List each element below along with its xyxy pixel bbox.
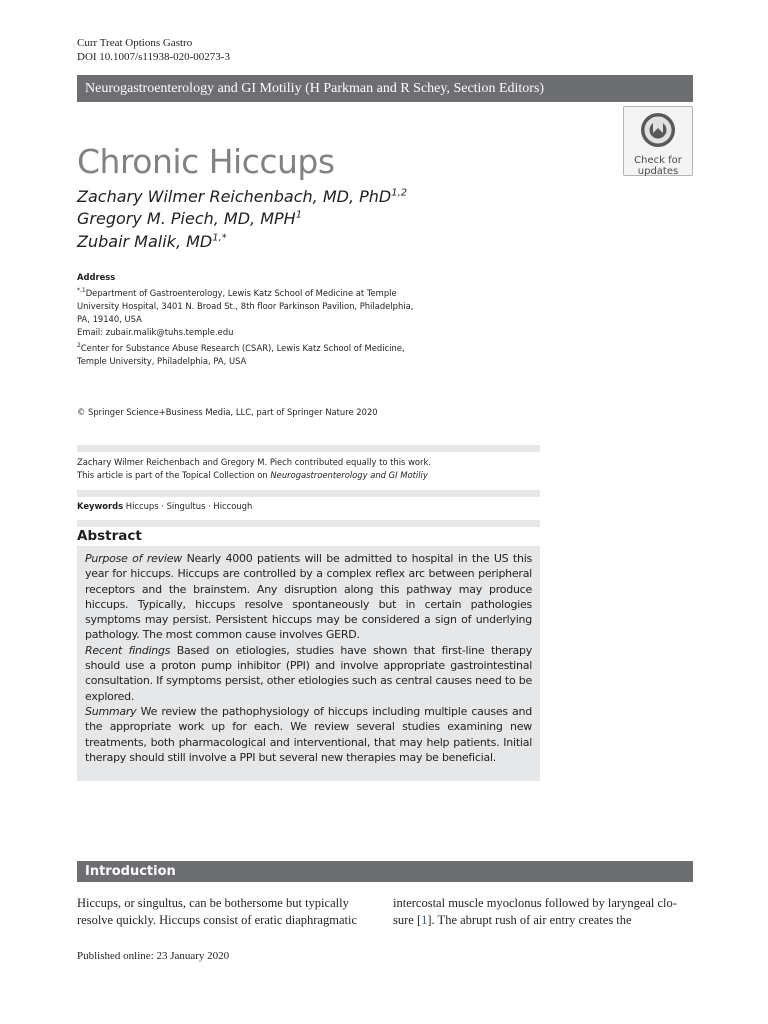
divider-bar: [77, 490, 540, 497]
abstract-findings: Recent findings Based on etiologies, studies have shown that first-line therapy should use a proton pump inhibitor (PPI) and involve appropriate gastrointestinal consultation. If symptoms persist, other etiologies such as central causes need to be explored.: [85, 643, 533, 703]
contribution-note: Zachary Wilmer Reichenbach and Gregory M. Piech contributed equally to this work.: [77, 457, 432, 467]
introduction-heading: Introduction: [77, 861, 693, 882]
divider-bar: [77, 445, 540, 452]
abstract-purpose: Purpose of review Nearly 4000 patients will be admitted to hospital in the US this year for hiccups. Hiccups are controlled by a complex reflex arc between peripheral receptors and the brainstem. Any disruption along this pathway may produce hiccups. Typically, hiccups resolve spontaneously but in certain pathologies symptoms may persist. Persistent hiccups may be considered a sign of underlying pathology. The most common cause involves GERD.: [85, 552, 533, 642]
divider-bar: [77, 520, 540, 527]
abstract-box: [77, 546, 540, 781]
email[interactable]: Email: zubair.malik@tuhs.temple.edu: [77, 326, 234, 337]
abstract-summary: Summary We review the pathophysiology of hiccups including multiple causes and the appropriate work up for each. We review several studies examining new treatments, both pharmacological and interventional, that may help patients. Initial therapy should still involve a PPI but several new therapies may be beneficial.: [85, 704, 532, 764]
copyright: © Springer Science+Business Media, LLC, part of Springer Nature 2020: [77, 407, 378, 417]
intro-column-1: Hiccups, or singultus, can be bothersome but typically resolve quickly. Hiccups consist of eratic diaphragmatic: [77, 896, 357, 927]
check-for-updates-badge[interactable]: [623, 106, 693, 176]
author-3: Zubair Malik, $MD^{1,*}$: [77, 232, 227, 251]
author-1: Zachary Wilmer Reichenbach, MD, PhD$^{1,2}$: [77, 187, 408, 206]
journal-name: Curr Treat Options Gastro: [77, 37, 193, 49]
author-2: Gregory M. Piech, MD, MPH$^1$: [77, 209, 303, 228]
published-date: Published online: 23 January 2020: [77, 950, 230, 962]
keywords-label: Keywords: [77, 501, 124, 511]
collection-note: This article is part of the Topical Collection on Neurogastroenterology and GI Motiliy: [77, 470, 428, 480]
abstract-heading: Abstract: [77, 528, 142, 544]
keywords: [77, 500, 252, 513]
address-heading: Address: [77, 272, 116, 282]
doi: DOI 10.1007/s11938-020-00273-3: [77, 51, 230, 63]
notes: [77, 456, 431, 482]
check-for-updates-label: Check for updates: [634, 155, 682, 177]
citation-link[interactable]: 1: [421, 912, 428, 927]
crossmark-icon: [639, 111, 677, 149]
keywords-text: Hiccups · Singultus · Hiccough: [125, 501, 253, 511]
address-block: Address $^{*,1}$Department of Gastroenterology, Lewis Katz School of Medicine at Temple University Hospital, 3401 N. Broad St., 8th floor Parkinson Pavilion, Philadelphia, PA, 19140, USA Email: zubair.malik@tuhs.temple.edu $^2$Center for Substance Abuse Research (CSAR), Lewis Katz School of Medicine, Temple University, Philadelphia, PA, USA: [77, 271, 417, 368]
intro-column-2: intercostal muscle myoclonus followed by laryngeal clo- sure [1]. The abrupt rush of air entry creates the: [393, 896, 677, 927]
article-title: Chronic Hiccups: [77, 142, 335, 181]
journal-header: [77, 36, 230, 64]
section-bar: Neurogastroenterology and GI Motiliy (H Parkman and R Schey, Section Editors): [77, 75, 693, 102]
